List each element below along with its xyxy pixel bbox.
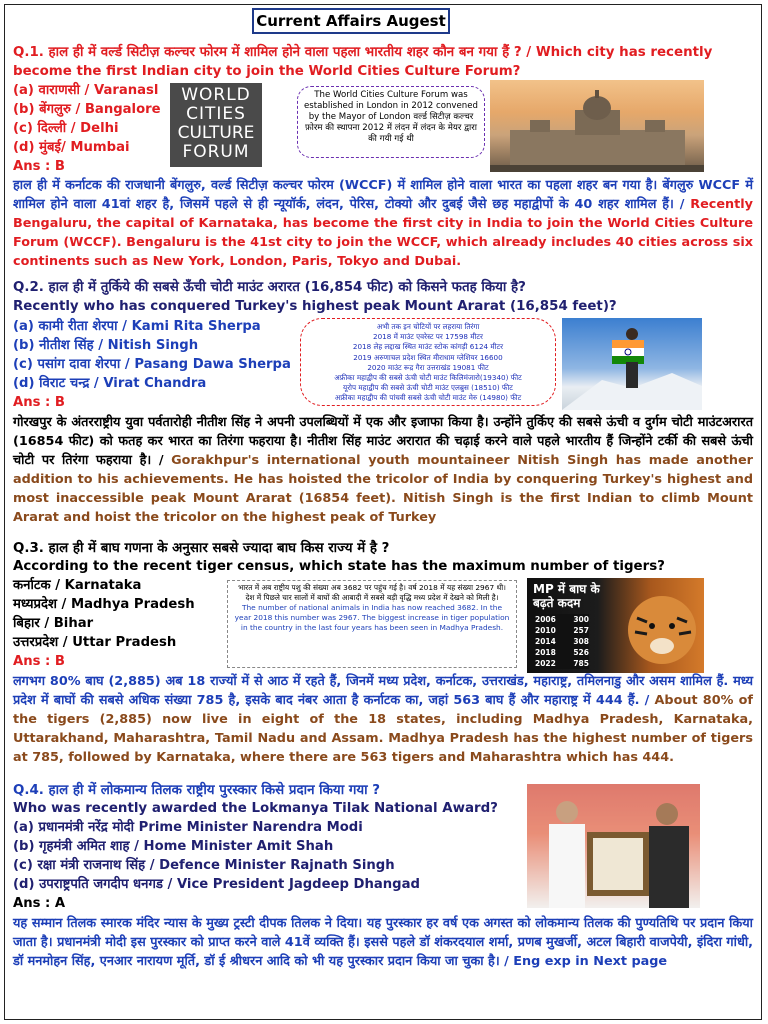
q1-option-a: (a) वाराणसी / Varanasl xyxy=(13,83,159,98)
q4-option-a: (a) प्रधानमंत्री नरेंद्र मोदी Prime Minister Narendra Modi xyxy=(13,820,363,835)
tiger-count-row xyxy=(535,658,589,669)
q3-question-hindi: Q.3. हाल ही में बाघ गणना के अनुसार सबसे ज्यादा बाघ किस राज्य में है ? xyxy=(13,541,390,556)
tiger-year: 2014 xyxy=(535,637,556,646)
q4-question-english: Who was recently awarded the Lokmanya Tilak National Award? xyxy=(13,801,498,816)
tiger-illustration xyxy=(607,588,704,673)
q3-note-english: The number of national animals in India has now reached 3682. In the year 2018 this number was 2967. The biggest increase in tiger population in the country in the last four years has been seen in Madhya Pradesh. xyxy=(234,603,510,632)
q2-note-line: अफ्रीका महाद्वीप की सबसे ऊंची चोटी माउंट किलिमंजारो(19340) फीट xyxy=(334,373,522,383)
q2-question-english: Recently who has conquered Turkey's highest peak Mount Ararat (16,854 feet)? xyxy=(13,299,617,314)
wccf-logo-line4: FORUM xyxy=(182,142,250,162)
q3-question-english: According to the recent tiger census, which state has the maximum number of tigers? xyxy=(13,559,665,574)
q2-note-line: अफ्रीका महाद्वीप की पांचवी सबसे ऊंची चोटी माउंट मेरु (14980) फीट xyxy=(334,393,522,403)
tiger-count: 785 xyxy=(573,659,589,668)
wccf-logo xyxy=(170,83,262,167)
wccf-logo-line3: CULTURE xyxy=(177,123,255,143)
q3-answer: Ans : B xyxy=(13,654,65,669)
wccf-logo-line1: WORLD xyxy=(181,85,251,105)
tiger-count: 300 xyxy=(573,615,589,624)
q1-options xyxy=(13,81,173,176)
q1-answer: Ans : B xyxy=(13,159,65,174)
q2-note-line: यूरोप महाद्वीप की सबसे ऊंची चोटी माउंट एलब्रुस (18510) फीट xyxy=(343,383,513,393)
q3-exp-english: About 80% of the tigers (2,885) now live in eight of the 18 states, including Madhya Pradesh, Karnataka, Uttarakhand, Maharashtra, Tamil Nadu and Assam. Madhya Pradesh has the highest number of tigers at 785, followed by Karnataka, where there are 563 tigers and Maharashtra which has 444. xyxy=(13,693,753,765)
tiger-count: 257 xyxy=(573,626,589,635)
tiger-year: 2022 xyxy=(535,659,556,668)
q3-note-hindi: भारत में अब राष्ट्रीय पशु की संख्या अब 3682 पर पहुंच गई है। वर्ष 2018 में यह संख्या 2967 थी। देश में पिछले चार सालों में बाघों की आबादी में सबसे बड़ी वृद्धि मध्य प्रदेश में देखने को मिली है। xyxy=(238,583,506,602)
tiger-year: 2018 xyxy=(535,648,556,657)
mountaineer-image xyxy=(562,318,702,410)
award-illustration xyxy=(527,784,700,908)
q2-options xyxy=(13,317,303,412)
q2-note-line: 2019 अरुणाचल प्रदेश स्थित मीराधाम ग्लेशियर 16600 xyxy=(353,352,503,362)
q4-option-c: (c) रक्षा मंत्री राजनाथ सिंह / Defence Minister Rajnath Singh xyxy=(13,858,395,873)
q4-exp-english: Eng exp in Next page xyxy=(508,954,668,969)
q3-exp-hindi: लगभग 80% बाघ (2,885) अब 18 राज्यों में से आठ में रहते हैं, जिनमें मध्य प्रदेश, कर्नाटक, उत्तराखंड, महाराष्ट्र, तमिलनाडु और असम शामिल हैं. मध्य प्रदेश में बाघों की सबसे अधिक संख्या 785 है, इसके बाद नंबर आता है कर्नाटक का, जहां 563 बाघ हैं और महाराष्ट्र में 444 हैं. / xyxy=(13,674,753,708)
q2-explanation xyxy=(13,413,753,527)
tiger-image xyxy=(527,578,704,673)
tiger-count: 308 xyxy=(573,637,589,646)
q4-option-d: (d) उपराष्ट्रपति जगदीप धनगड / Vice President Jagdeep Dhangad xyxy=(13,877,420,892)
q1-option-d: (d) मुंबई/ Mumbai xyxy=(13,140,130,155)
q1-info-note: The World Cities Culture Forum was established in London in 2012 convened by the Mayor of London वर्ल्ड सिटीज़ कल्चर फ़ोरम की स्थापना 2012 में लंदन में लंदन के मेयर द्वारा की गयी गई थी xyxy=(297,86,485,158)
q1-question: Q.1. हाल ही में वर्ल्ड सिटीज़ कल्चर फोरम में शामिल होने वाला पहला भारतीय शहर कौन बन गया हैं ? / Which city has recently become the first Indian city to join the World Cities Culture Forum? xyxy=(13,45,713,79)
q4-answer: Ans : A xyxy=(13,896,66,911)
q3-option-b: मध्यप्रदेश / Madhya Pradesh xyxy=(13,597,195,612)
q3-info-note xyxy=(227,580,517,668)
q4-question-hindi: Q.4. हाल ही में लोकमान्य तिलक राष्ट्रीय पुरस्कार किसे प्रदान किया गया ? xyxy=(13,783,381,798)
tiger-count-row xyxy=(535,636,589,647)
q2-option-b: (b) नीतीश सिंह / Nitish Singh xyxy=(13,338,199,353)
vidhana-soudha-image xyxy=(490,80,704,172)
q1-exp-hindi: हाल ही में कर्नाटक की राजधानी बेंगलुरु, वर्ल्ड सिटीज़ कल्चर फोरम (WCCF) में शामिल होने वाला भारत का पहला शहर बन गया है। बेंगलुरु WCCF में शामिल होने वाला 41वां शहर है, जिसमें पहले से ही न्यूयॉर्क, लंदन, पेरिस, टोक्यो और दुबई जैसे छह महाद्वीपों के 40 शहर शामिल हैं। / xyxy=(13,178,753,212)
tiger-count: 526 xyxy=(573,648,589,657)
tiger-year: 2006 xyxy=(535,615,556,624)
tiger-year: 2010 xyxy=(535,626,556,635)
q1-option-b: (b) बेंगलुरु / Bangalore xyxy=(13,102,161,117)
tiger-count-row xyxy=(535,625,589,636)
award-ceremony-image xyxy=(527,784,700,908)
q2-answer: Ans : B xyxy=(13,395,65,410)
q3-option-c: बिहार / Bihar xyxy=(13,616,94,631)
q4-option-b: (b) गृहमंत्री अमित शाह / Home Minister Amit Shah xyxy=(13,839,334,854)
q1-option-c: (c) दिल्ली / Delhi xyxy=(13,121,119,136)
q2-option-a: (a) कामी रीता शेरपा / Kami Rita Sherpa xyxy=(13,319,261,334)
q4-options xyxy=(13,818,518,913)
wccf-logo-line2: CITIES xyxy=(186,104,246,124)
q3-option-d: उत्तरप्रदेश / Uttar Pradesh xyxy=(13,635,177,650)
q2-note-line: 2018 लेह लद्दाख स्थित माउंट स्टोक कांगड़ी 6124 मीटर xyxy=(352,342,504,352)
q2-option-c: (c) पसांग दावा शेरपा / Pasang Dawa Sherpa xyxy=(13,357,291,372)
q4-exp-hindi: यह सम्मान तिलक स्मारक मंदिर न्यास के मुख्य ट्रस्टी दीपक तिलक ने दिया। यह पुरस्कार हर वर्ष एक अगस्त को लोकमान्य तिलक की पुण्यतिथि पर प्रदान किया जाता है। प्रधानमंत्री मोदी इस पुरस्कार को प्राप्त करने वाले 41वें व्यक्ति हैं। इससे पहले डॉ शंकरदयाल शर्मा, प्रणब मुखर्जी, अटल बिहारी वाजपेयी, इंदिरा गांधी, डॉ मनमोहन सिंह, एनआर नारायण मूर्ति, डॉ ई श्रीधरन आदि को भी यह पुरस्कार प्रदान किया जा चुका है। / xyxy=(13,916,753,969)
q2-option-d: (d) विराट चन्द्र / Virat Chandra xyxy=(13,376,207,391)
q2-note-line: अभी तक इन चोटियों पर लहराया तिरंगा xyxy=(376,322,480,331)
q3-option-a: कर्नाटक / Karnataka xyxy=(13,578,142,593)
q2-question-hindi: Q.2. हाल ही में तुर्किये की सबसे ऊँची चोटी माउंट अरारत (16,854 फीट) को किसने फतह किया है? xyxy=(13,280,526,295)
q2-note-line: 2018 में माउंट एवरेस्ट पर 17598 मीटर xyxy=(373,332,483,342)
tiger-count-row xyxy=(535,614,589,625)
q2-info-note xyxy=(300,318,556,406)
page-title: Current Affairs Augest xyxy=(252,8,450,34)
tiger-count-table xyxy=(535,614,589,669)
q2-note-line: 2020 माउंट रूद्र गैरा उत्तराखंड 19081 फीट xyxy=(367,362,489,372)
mountaineer-flag-illustration xyxy=(562,318,702,410)
q4-explanation xyxy=(13,914,753,971)
building-illustration xyxy=(490,80,704,172)
q3-options xyxy=(13,576,223,671)
q3-explanation xyxy=(13,672,753,767)
q2-exp-hindi: गोरखपुर के अंतरराष्ट्रीय युवा पर्वतारोही नीतीश सिंह ने अपनी उपलब्धियों में एक और इजाफा किया है। उन्होंने तुर्किए की सबसे ऊंची व दुर्गम चोटी माउंटअरारत (16854 फीट) को फतह कर भारत का तिरंगा फहराया है। नीतीश सिंह माउंट अरारात की चढ़ाई करने वाले पहले भारतीय हैं जिन्होंने टर्की की सबसे ऊंची चोटी पर तिरंगा फहराया है। / xyxy=(13,415,753,468)
tiger-image-title: MP में बाघ के बढ़ते कदम xyxy=(533,582,600,610)
tiger-count-row xyxy=(535,647,589,658)
q1-explanation xyxy=(13,176,753,271)
q2-exp-english: Gorakhpur's international youth mountaineer Nitish Singh has made another addition to his achievements. He has hoisted the tricolor of India by conquering Turkey's highest and most inaccessible peak Mount Ararat (16854 feet). Nitish Singh is the first Indian to climb Mount Ararat and hoist the tricolor on the highest peak of Turkey xyxy=(13,453,753,525)
q1-exp-english: Recently Bengaluru, the capital of Karnataka, has become the first city in India to join the World Cities Culture Forum (WCCF). Bengaluru is the 41st city to join the WCCF, which already includes 40 cities across six continents such as New York, London, Paris, Tokyo and Dubai. xyxy=(13,197,753,269)
